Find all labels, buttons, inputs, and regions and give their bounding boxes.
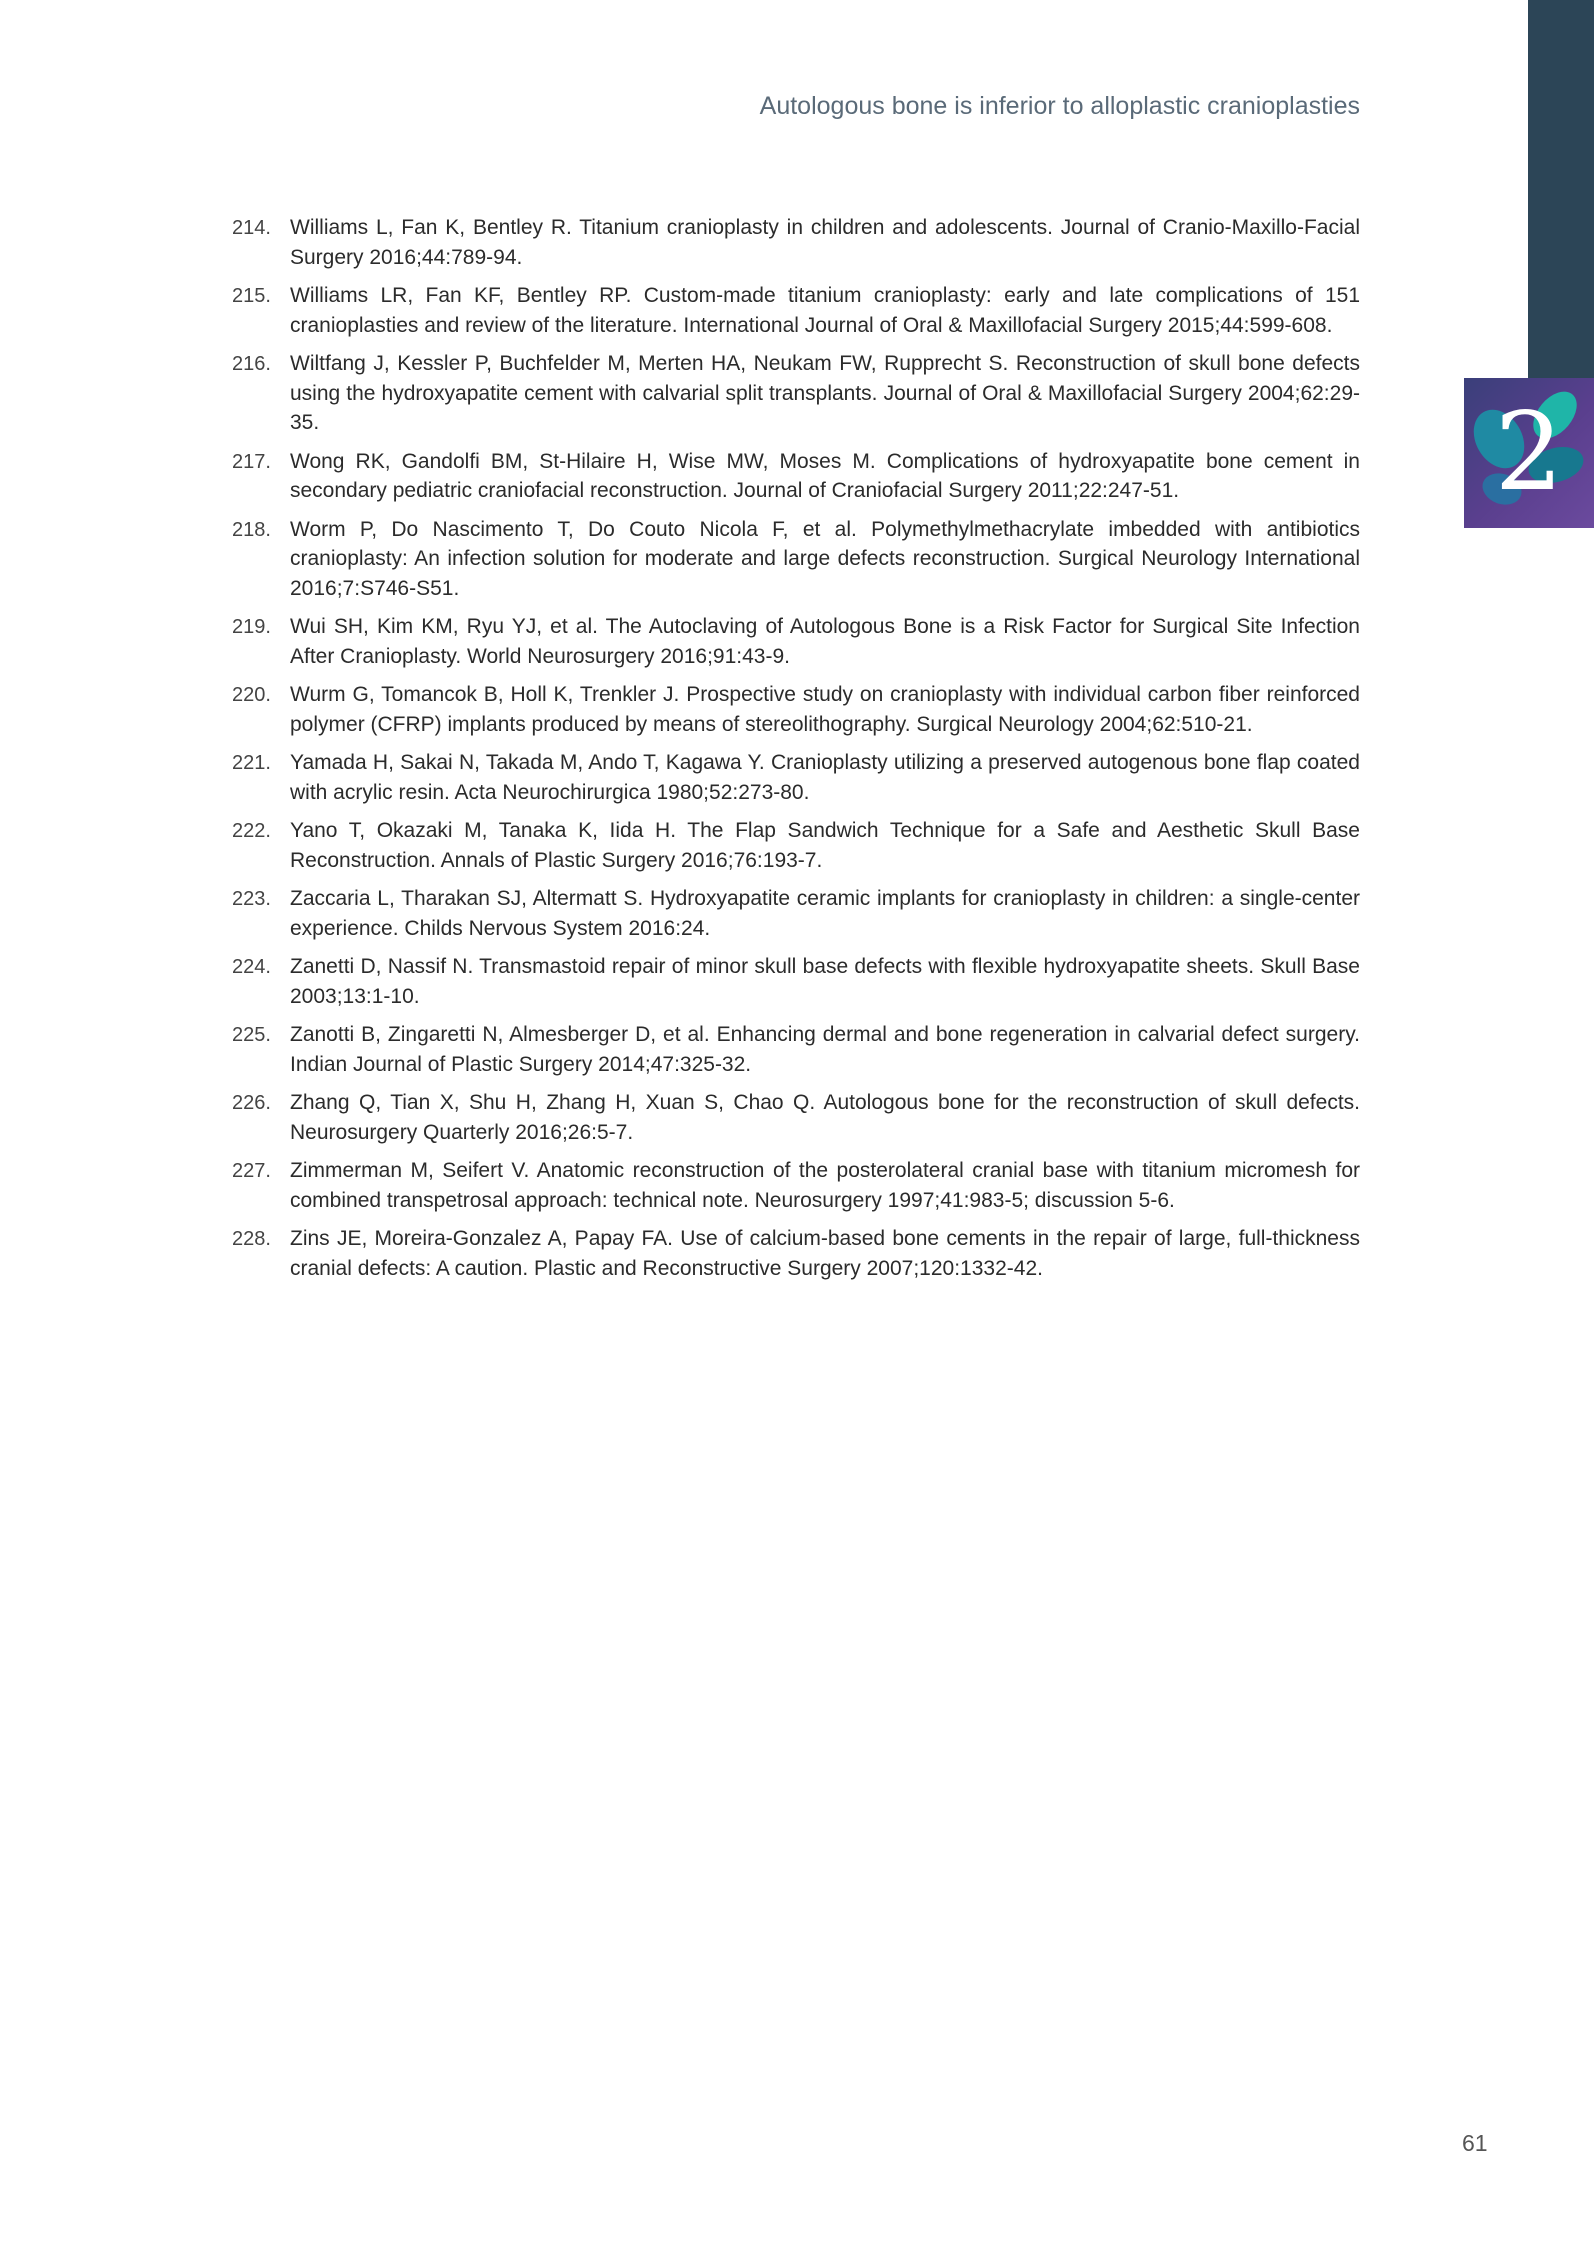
reference-text: Worm P, Do Nascimento T, Do Couto Nicola F, et al. Polymethylmethacrylate imbedded with antibiotics cranioplasty: An infection solution for moderate and large defects reconstruction. Surgical Neurology International 2016;7:S746-S51. — [290, 517, 1360, 600]
reference-text: Zimmerman M, Seifert V. Anatomic reconstruction of the posterolateral cranial base with titanium micromesh for combined transpetrosal approach: technical note. Neurosurgery 1997;41:983-5; discussion 5-6. — [290, 1159, 1360, 1212]
reference-number: 219. — [232, 616, 271, 638]
page-number: 61 — [1462, 2130, 1488, 2156]
reference-text: Zins JE, Moreira-Gonzalez A, Papay FA. Use of calcium-based bone cements in the repair of large, full-thickness cranial defects: A caution. Plastic and Reconstructive Surgery 2007;120:1332-42. — [290, 1227, 1360, 1280]
reference-item — [232, 447, 1360, 506]
reference-number: 220. — [232, 684, 271, 706]
reference-item — [232, 952, 1360, 1011]
reference-number: 226. — [232, 1092, 271, 1114]
reference-number: 225. — [232, 1024, 271, 1046]
reference-text: Wui SH, Kim KM, Ryu YJ, et al. The Autoclaving of Autologous Bone is a Risk Factor for Surgical Site Infection After Cranioplasty. World Neurosurgery 2016;91:43-9. — [290, 615, 1360, 668]
reference-item — [232, 213, 1360, 272]
reference-text: Wurm G, Tomancok B, Holl K, Trenkler J. Prospective study on cranioplasty with individual carbon fiber reinforced polymer (CFRP) implants produced by means of stereolithography. Surgical Neurology 2004;62:510-21. — [290, 683, 1360, 736]
running-header: Autologous bone is inferior to alloplastic cranioplasties — [759, 92, 1360, 120]
reference-number: 215. — [232, 285, 271, 307]
reference-text: Yamada H, Sakai N, Takada M, Ando T, Kagawa Y. Cranioplasty utilizing a preserved autogenous bone flap coated with acrylic resin. Acta Neurochirurgica 1980;52:273-80. — [290, 751, 1360, 804]
reference-text: Zaccaria L, Tharakan SJ, Altermatt S. Hydroxyapatite ceramic implants for cranioplasty in children: a single-center experience. Childs Nervous System 2016:24. — [290, 887, 1360, 940]
reference-item — [232, 816, 1360, 875]
reference-text: Yano T, Okazaki M, Tanaka K, Iida H. The Flap Sandwich Technique for a Safe and Aesthetic Skull Base Reconstruction. Annals of Plastic Surgery 2016;76:193-7. — [290, 819, 1360, 872]
reference-text: Wiltfang J, Kessler P, Buchfelder M, Merten HA, Neukam FW, Rupprecht S. Reconstruction of skull bone defects using the hydroxyapatite cement with calvarial split transplants. Journal of Oral & Maxillofacial Surgery 2004;62:29-35. — [290, 352, 1360, 434]
reference-number: 217. — [232, 450, 271, 473]
reference-number: 227. — [232, 1160, 271, 1182]
reference-item — [232, 1156, 1360, 1215]
reference-number: 222. — [232, 820, 271, 842]
reference-text: Zhang Q, Tian X, Shu H, Zhang H, Xuan S, Chao Q. Autologous bone for the reconstruction of skull defects. Neurosurgery Quarterly 2016;26:5-7. — [290, 1091, 1360, 1144]
reference-item — [232, 1224, 1360, 1283]
reference-number: 228. — [232, 1228, 271, 1250]
reference-item — [232, 680, 1360, 739]
reference-item — [232, 515, 1360, 604]
reference-text: Williams LR, Fan KF, Bentley RP. Custom-made titanium cranioplasty: early and late complications of 151 cranioplasties and review of the literature. International Journal of Oral & Maxillofacial Surgery 2015;44:599-608. — [290, 284, 1360, 337]
reference-number: 218. — [232, 518, 271, 541]
reference-number: 224. — [232, 956, 271, 978]
reference-item — [232, 748, 1360, 807]
reference-number: 216. — [232, 353, 271, 375]
reference-list — [232, 213, 1360, 1292]
reference-item — [232, 1020, 1360, 1079]
reference-number: 214. — [232, 217, 271, 239]
reference-item — [232, 349, 1360, 438]
reference-text: Wong RK, Gandolfi BM, St-Hilaire H, Wise MW, Moses M. Complications of hydroxyapatite bone cement in secondary pediatric craniofacial reconstruction. Journal of Craniofacial Surgery 2011;22:247-51. — [290, 449, 1360, 502]
chapter-number: 2 — [1494, 390, 1564, 515]
reference-number: 223. — [232, 888, 271, 910]
reference-item — [232, 884, 1360, 943]
chapter-tab — [1464, 378, 1594, 528]
reference-text: Williams L, Fan K, Bentley R. Titanium cranioplasty in children and adolescents. Journal of Cranio-Maxillo-Facial Surgery 2016;44:789-94. — [290, 216, 1360, 269]
reference-item — [232, 281, 1360, 340]
reference-number: 221. — [232, 752, 271, 774]
reference-item — [232, 612, 1360, 671]
reference-text: Zanotti B, Zingaretti N, Almesberger D, et al. Enhancing dermal and bone regeneration in calvarial defect surgery. Indian Journal of Plastic Surgery 2014;47:325-32. — [290, 1023, 1360, 1076]
reference-text: Zanetti D, Nassif N. Transmastoid repair of minor skull base defects with flexible hydroxyapatite sheets. Skull Base 2003;13:1-10. — [290, 955, 1360, 1008]
reference-item — [232, 1088, 1360, 1147]
side-color-strip — [1528, 0, 1594, 378]
